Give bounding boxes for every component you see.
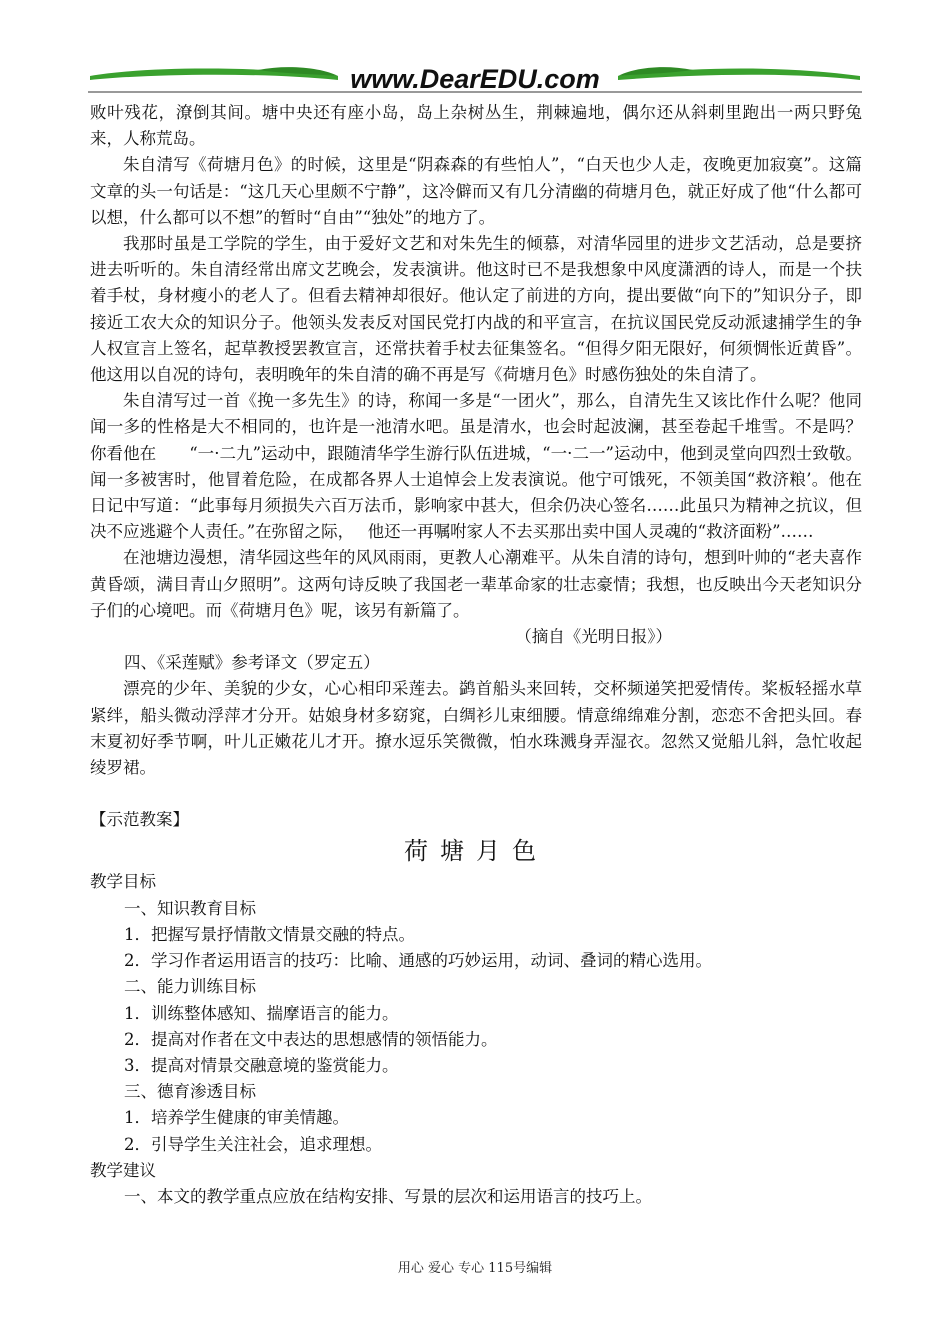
suggestion-item: 一、本文的教学重点应放在结构安排、写景的层次和运用语言的技巧上。	[124, 1186, 652, 1206]
objective-item: 一、知识教育目标	[124, 898, 256, 918]
leaf-swoosh-logo	[88, 60, 862, 96]
document-body	[90, 100, 862, 1210]
paragraph-island: 败叶残花，潦倒其间。塘中央还有座小岛，岛上杂树丛生，荆棘遍地，偶尔还从斜刺里跑出一两只野兔来，人称荒岛。	[90, 103, 862, 149]
paragraph-reflection: 在池塘边漫想，清华园这些年的风风雨雨，更教人心潮难平。从朱自清的诗句，想到叶帅的“老夫喜作黄昏颂，满目青山夕照明”。这两句诗反映了我国老一辈革命家的壮志豪情；我想，也反映出今天老知识分子们的心境吧。而《荷塘月色》呢，该另有新篇了。	[90, 548, 862, 620]
objective-item: 1．把握写景抒情散文情景交融的特点。	[124, 924, 415, 944]
paragraph-clear-water: 朱自清写过一首《挽一多先生》的诗，称闻一多是“一团火”，那么，自清先生又该比作什么呢？他同闻一多的性格是大不相同的，也许是一池清水吧。虽是清水，也会时起波澜，甚至卷起千堆雪。不是吗？你看他在 “一·二九”运动中，跟随清华学生游行队伍进城，“一·二一”运动中，他到灵堂向四烈士致敬。闻一多被害时，他冒着危险，在成都各界人士追悼会上发表演说。他宁可饿死，不领美国“救济粮’。他在日记中写道：“此事每月须损失六百万法币，影响家中甚大，但余仍决心签名……此虽只为精神之抗议，但决不应逃避个人责任。”在弥留之际， 他还一再嘱咐家人不去买那出卖中国人灵魂的“救济面粉”……	[90, 391, 862, 542]
objective-item: 2．提高对作者在文中表达的思想感情的领悟能力。	[124, 1029, 498, 1049]
site-header-banner	[88, 60, 862, 96]
lesson-title: 荷塘月色	[404, 837, 548, 866]
objective-item: 三、德育渗透目标	[124, 1082, 256, 1102]
paragraph-memory: 我那时虽是工学院的学生，由于爱好文艺和对朱先生的倾慕，对清华园里的进步文艺活动，总是要挤进去听听的。朱自清经常出席文艺晚会，发表演讲。他这时已不是我想象中风度潇洒的诗人，而是一个扶着手杖，身材瘦小的老人了。但看去精神却很好。他认定了前进的方向，提出要做“向下的”知识分子，即接近工农大众的知识分子。他领头发表反对国民党打内战的和平宣言，在抗议国民党反动派逮捕学生的争人权宣言上签名，起草教授罢教宣言，还常扶着手杖去征集签名。“但得夕阳无限好，何须惆怅近黄昏”。他这用以自况的诗句，表明晚年的朱自清的确不再是写《荷塘月色》时感伤独处的朱自清了。	[90, 234, 862, 385]
objective-item: 2．引导学生关注社会，追求理想。	[124, 1134, 382, 1154]
site-url: www.DearEDU.com	[350, 64, 600, 94]
section4-translation: 漂亮的少年、美貌的少女，心心相印采莲去。鹢首船头来回转，交杯频递笑把爱情传。桨板轻摇水草紧绊，船头微动浮萍才分开。姑娘身材多窈窕，白绸衫儿束细腰。情意绵绵难分割，恋恋不舍把头回。春末夏初好季节啊，叶儿正嫩花儿才开。撩水逗乐笑微微，怕水珠溅身弄湿衣。忽然又觉船儿斜，急忙收起绫罗裙。	[90, 679, 862, 778]
demo-tag: 【示范教案】	[90, 810, 189, 830]
objectives-heading: 教学目标	[90, 872, 156, 892]
suggestions-heading: 教学建议	[90, 1160, 156, 1180]
objective-item: 1．培养学生健康的审美情趣。	[124, 1108, 349, 1128]
spacer	[90, 781, 862, 807]
objective-item: 3．提高对情景交融意境的鉴赏能力。	[124, 1055, 399, 1075]
paragraph-writing-time: 朱自清写《荷塘月色》的时候，这里是“阴森森的有些怕人”，“白天也少人走，夜晚更加寂寞”。这篇文章的头一句话是：“这几天心里颇不宁静”，这冷僻而又有几分清幽的荷塘月色，就正好成了他“什么都可以想，什么都可以不想”的暂时“自由”“独处”的地方了。	[90, 155, 862, 227]
page-footer: 用心 爱心 专心 115号编辑	[397, 1261, 553, 1276]
objective-item: 二、能力训练目标	[124, 977, 256, 997]
section4-heading: 四、《采莲赋》参考译文（罗定五）	[124, 653, 380, 673]
source-citation: （摘自《光明日报》）	[515, 627, 672, 647]
objective-item: 2．学习作者运用语言的技巧：比喻、通感的巧妙运用，动词、叠词的精心选用。	[124, 951, 712, 971]
objective-item: 1．训练整体感知、揣摩语言的能力。	[124, 1003, 399, 1023]
